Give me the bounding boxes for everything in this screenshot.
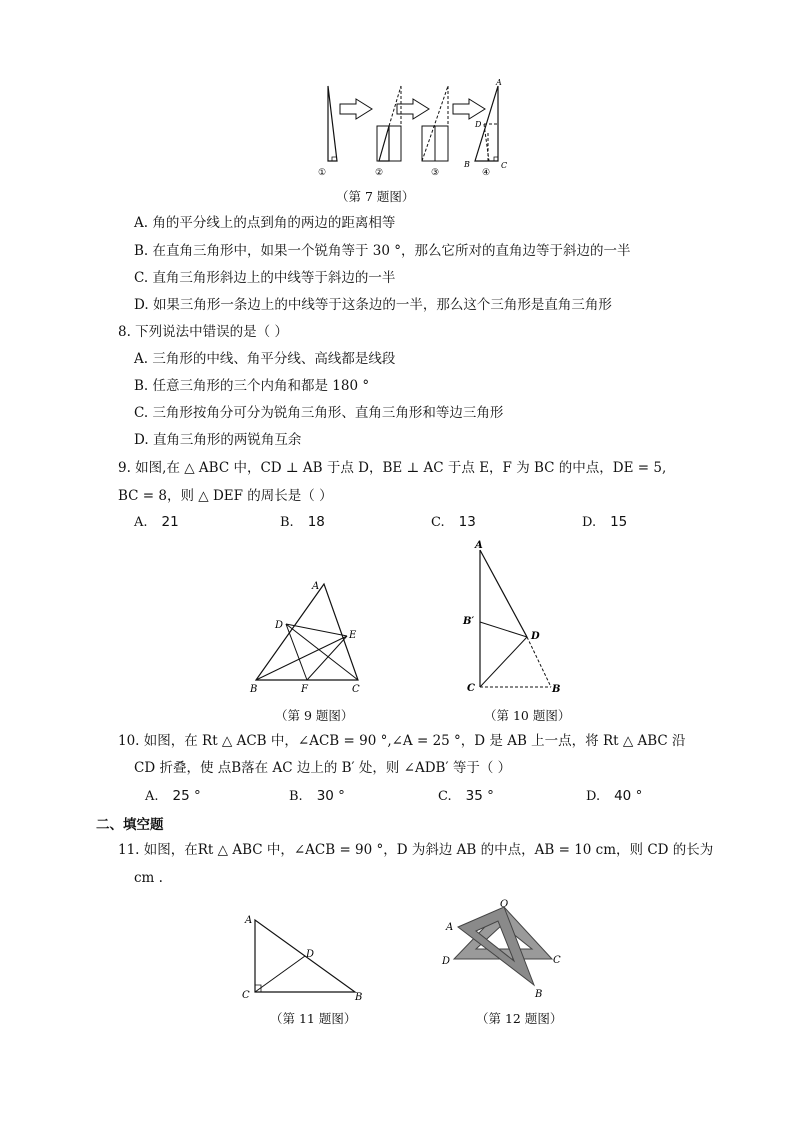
q9-option-b: B. 18	[280, 514, 325, 530]
fig12-label-c: C	[553, 955, 561, 966]
fig7-step-1: ①	[318, 168, 327, 178]
fig9-label-d: D	[275, 620, 284, 631]
q9-stem-line1: 9. 如图,在 △ ABC 中，CD ⊥ AB 于点 D，BE ⊥ AC 于点 E，F 为 BC 的中点，DE = 5,	[118, 460, 667, 476]
q9-option-a: A. 21	[134, 514, 179, 530]
q9-option-c: C. 13	[431, 514, 476, 530]
fig12-label-a: A	[446, 922, 454, 933]
fig10-label-b-prime: B′	[463, 616, 475, 627]
fig12-label-b: B	[535, 989, 543, 1000]
q10-stem-line2: CD 折叠，使 点B落在 AC 边上的 B′ 处，则 ∠ADB′ 等于（ ）	[134, 760, 512, 776]
figure-11	[238, 908, 368, 1003]
fig10-label-b: B	[552, 684, 561, 695]
q9-option-d: D. 15	[582, 514, 628, 530]
fig10-label-c: C	[467, 683, 475, 694]
fig11-caption: （第 11 题图）	[270, 1011, 357, 1026]
q8-option-a: A. 三角形的中线、角平分线、高线都是线段	[134, 351, 396, 367]
q8-stem: 8. 下列说法中错误的是（ ）	[118, 324, 288, 340]
fig11-label-c: C	[242, 990, 250, 1001]
fig9-label-f: F	[301, 684, 308, 695]
q10-option-b: B. 30 °	[289, 788, 345, 804]
fig9-label-a: A	[312, 581, 320, 592]
fig9-label-e: E	[349, 630, 357, 641]
q7-option-d: D. 如果三角形一条边上的中线等于这条边的一半，那么这个三角形是直角三角形	[134, 297, 612, 313]
q10-stem-line1: 10. 如图，在 Rt △ ACB 中，∠ACB = 90 °,∠A = 25 °，D 是 AB 上一点，将 Rt △ ABC 沿	[118, 733, 686, 749]
fig7-step-4: ④	[482, 168, 491, 178]
fig9-label-c: C	[352, 684, 360, 695]
fig12-label-o: O	[500, 899, 509, 910]
fig11-label-a: A	[245, 915, 253, 926]
figure-9	[240, 572, 370, 697]
fig7-label-b: B	[464, 160, 470, 169]
fig10-label-d: D	[531, 631, 540, 642]
q10-option-c: C. 35 °	[438, 788, 494, 804]
q7-option-c: C. 直角三角形斜边上的中线等于斜边的一半	[134, 270, 396, 286]
fig7-label-a: A	[496, 78, 502, 87]
q8-option-d: D. 直角三角形的两锐角互余	[134, 432, 302, 448]
fig12-caption: （第 12 题图）	[476, 1011, 563, 1026]
q11-stem-line1: 11. 如图，在Rt △ ABC 中，∠ACB = 90 °，D 为斜边 AB 的中点，AB = 10 cm，则 CD 的长为	[118, 842, 714, 858]
figure-12	[430, 893, 575, 1003]
q10-option-a: A. 25 °	[145, 788, 201, 804]
fig12-label-d: D	[442, 956, 451, 967]
section-2-title: 二、填空题	[96, 817, 164, 833]
fig10-label-a: A	[475, 540, 483, 551]
fig7-label-c: C	[501, 161, 508, 170]
q11-stem-line2: cm .	[134, 870, 163, 886]
figure-10	[455, 535, 575, 700]
fig11-label-b: B	[355, 992, 363, 1003]
fig7-step-3: ③	[431, 168, 440, 178]
fig10-caption: （第 10 题图）	[484, 708, 571, 723]
q7-option-b: B. 在直角三角形中，如果一个锐角等于 30 °，那么它所对的直角边等于斜边的一半	[134, 243, 631, 259]
fig7-label-d: D	[475, 120, 482, 129]
q7-option-a: A. 角的平分线上的点到角的两边的距离相等	[134, 215, 396, 231]
fig9-caption: （第 9 题图）	[275, 708, 354, 723]
q8-option-b: B. 任意三角形的三个内角和都是 180 °	[134, 378, 370, 394]
fig7-caption: （第 7 题图）	[336, 189, 415, 204]
fig9-label-b: B	[250, 684, 258, 695]
q8-option-c: C. 三角形按角分可分为锐角三角形、直角三角形和等边三角形	[134, 405, 504, 421]
figure-7	[300, 76, 520, 180]
q10-option-d: D. 40 °	[586, 788, 643, 804]
fig11-label-d: D	[306, 949, 315, 960]
fig7-step-2: ②	[375, 168, 384, 178]
q9-stem-line2: BC = 8，则 △ DEF 的周长是（ ）	[118, 488, 333, 504]
